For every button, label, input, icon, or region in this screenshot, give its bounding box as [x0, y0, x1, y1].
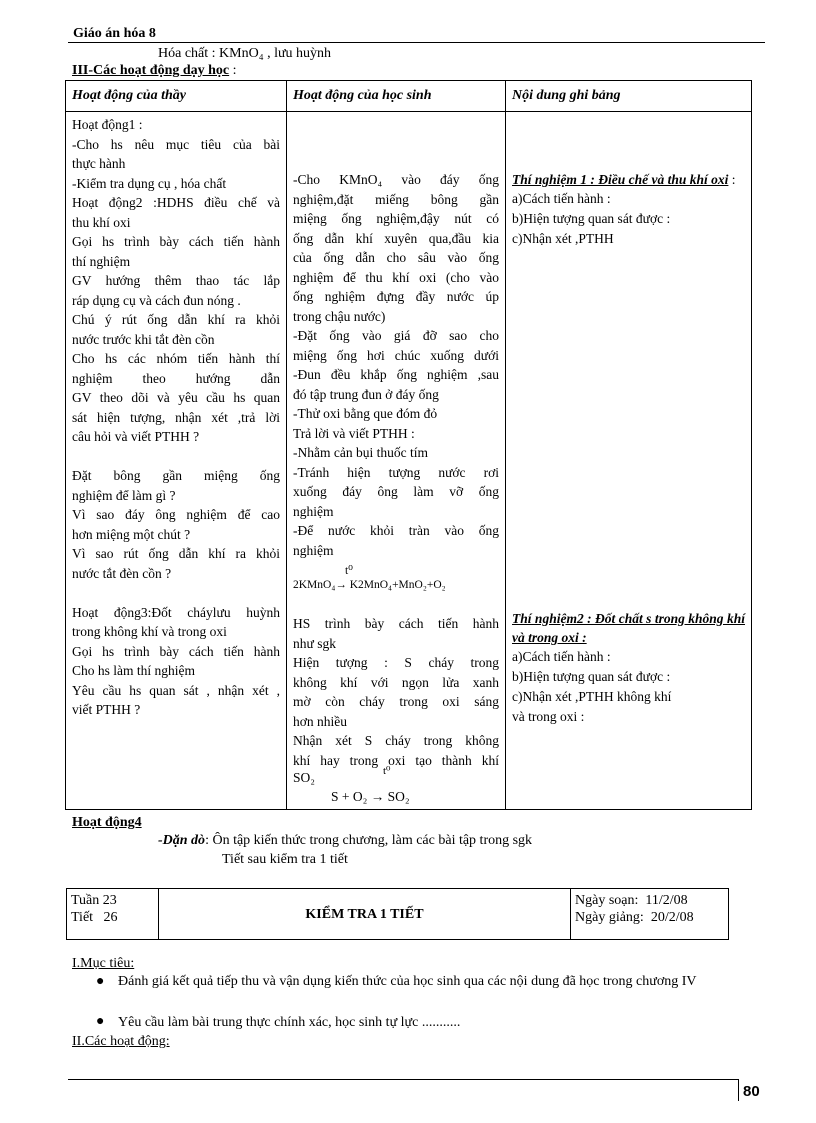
document-header-title: Giáo án hóa 8: [73, 26, 156, 41]
homework-line: [158, 833, 532, 849]
teacher-col-line: Hoạt động2 :HDHS điều chế và: [72, 195, 280, 210]
student-col-b-line: Hiện tượng : S cháy trong: [293, 655, 499, 670]
next-lesson-note: Tiết sau kiểm tra 1 tiết: [222, 852, 348, 867]
activities-heading: II.Các hoạt động:: [72, 1034, 170, 1049]
notes-exp1-item: a)Cách tiến hành :: [512, 191, 611, 206]
objective-item: Yêu cầu làm bài trung thực chính xác, học sinh tự lực ...........: [118, 1015, 461, 1030]
teacher-col-line: hơn miệng một chút ?: [72, 526, 191, 542]
teacher-col-line: nghiệm để làm gì ?: [72, 487, 176, 503]
equation2-condition: t⁰: [383, 765, 391, 777]
student-col-a-line: -Đun đều khắp ống nghiệm ,sau: [293, 367, 499, 382]
notes-exp1-item: c)Nhận xét ,PTHH: [512, 231, 614, 246]
board-notes-cell: [506, 112, 752, 810]
student-activities-cell: [287, 112, 506, 810]
student-col-a-line: miệng ống hơi chúc xuống dưới: [293, 347, 499, 363]
teacher-col-line: Hoạt động1 :: [72, 117, 143, 132]
teacher-col-line: nước trước khi tắt đèn cồn: [72, 331, 215, 347]
teacher-col-line: Đặt bông gần miệng ống: [72, 468, 280, 483]
student-column-header: Hoạt động của học sinh: [287, 81, 506, 112]
week-label: Tuần 23: [71, 893, 117, 908]
experiment1-title: Thí nghiệm 1 : Điều chế và thu khí oxi: [512, 172, 729, 187]
lesson-activities-table: [65, 80, 752, 810]
teacher-col-line: thực hành: [72, 156, 126, 171]
teacher-col-line: thu khí oxi: [72, 214, 131, 230]
lesson-header-table: [66, 888, 729, 940]
header-divider: [68, 42, 765, 43]
notes-exp2-item: c)Nhận xét ,PTHH không khí: [512, 689, 672, 704]
student-col-a-line: -Đặt ống vào giá đỡ sao cho: [293, 328, 499, 343]
footer-divider: [68, 1079, 738, 1080]
teacher-col-line: [72, 583, 280, 603]
objectives-heading: I.Mục tiêu:: [72, 956, 135, 971]
teacher-col-line: GV theo dõi và yêu cầu hs quan: [72, 390, 280, 405]
prep-date: Ngày soạn: 11/2/08: [575, 893, 688, 908]
student-col-a-line: -Nhằm cản bụi thuốc tím: [293, 445, 428, 460]
teach-date: Ngày giảng: 20/2/08: [575, 910, 694, 925]
teacher-col-line: GV hướng thêm thao tác lắp: [72, 273, 280, 288]
so2-label: SO₂: [293, 770, 315, 785]
teacher-column-header: Hoạt động của thầy: [66, 81, 287, 112]
teacher-activities-cell: [66, 112, 287, 810]
student-col-a-line: trong chậu nước): [293, 308, 386, 324]
page-number: 80: [743, 1083, 760, 1100]
teacher-col-line: câu hỏi và viết PTHH ?: [72, 429, 200, 444]
section-iii-suffix: :: [229, 63, 237, 78]
student-col-a-line: miệng ống nghiệm,đậy nút có: [293, 211, 499, 226]
student-col-b-line: không khí với ngọn lửa xanh: [293, 674, 499, 690]
teacher-col-line: Vì sao đáy ông nghiệm để cao: [72, 507, 280, 522]
student-col-a-line: nghiệm: [293, 503, 334, 519]
teacher-col-line: Gọi hs trình bày cách tiến hành: [72, 234, 280, 249]
notes-exp2-item: và trong oxi :: [512, 709, 585, 724]
experiment1-title-suffix: :: [728, 172, 736, 187]
objective-item: Đánh giá kết quả tiếp thu và vận dụng kiến thức của học sinh qua các nội dung đã học trong chương IV: [118, 974, 697, 989]
teacher-col-line: Hoạt động3:Đốt cháylưu huỳnh: [72, 604, 280, 620]
teacher-col-line: trong không khí và trong oxi: [72, 624, 227, 639]
equation1-condition: t⁰: [345, 565, 353, 577]
teacher-col-line: [72, 447, 280, 467]
experiment2-title: Thí nghiệm2 : Đốt chất s trong không khí và trong oxi :: [512, 611, 745, 645]
section-iii-label: III-Các hoạt động dạy học: [72, 63, 230, 78]
student-col-a-line: -Cho KMnO₄ vào đáy ống: [293, 172, 499, 187]
student-col-a-line: đó tập trung đun ở đáy ống: [293, 386, 439, 402]
notes-column-header: Nội dung ghi bảng: [506, 81, 752, 112]
equation2-sulfur-combustion: S + O₂ → SO₂: [331, 789, 410, 804]
notes-exp2-item: b)Hiện tượng quan sát được :: [512, 669, 671, 684]
teacher-col-line: nước tắt đèn cồn ?: [72, 565, 172, 581]
student-col-a-line: của ống dẫn cho sâu vào ống: [293, 250, 499, 265]
teacher-col-line: Gọi hs trình bày cách tiến hành: [72, 643, 280, 659]
student-col-a-line: xuống đáy ông làm vỡ ống: [293, 484, 499, 499]
notes-exp2-item: a)Cách tiến hành :: [512, 649, 611, 664]
teacher-col-line: viết PTHH ?: [72, 702, 141, 717]
teacher-col-line: ráp dụng cụ và cách đun nóng .: [72, 292, 241, 308]
chemicals-line: Hóa chất : KMnO₄ , lưu huỳnh: [158, 46, 332, 61]
student-col-a-line: ống dẫn khí xuyên qua,đầu kia: [293, 230, 499, 246]
student-col-b-line: Nhận xét S cháy trong không: [293, 733, 499, 748]
student-col-a-line: Trả lời và viết PTHH :: [293, 425, 415, 441]
student-col-a-line: nghiệm: [293, 542, 334, 558]
homework-label: -Dặn dò: [158, 833, 206, 848]
week-period-cell: [67, 889, 159, 940]
teacher-col-line: -Cho hs nêu mục tiêu của bài: [72, 136, 280, 152]
period-label: Tiết 26: [71, 910, 118, 925]
student-col-b-line: như sgk: [293, 635, 336, 651]
student-col-a-line: -Thử oxi bằng que đóm đỏ: [293, 406, 438, 421]
activity4-heading: Hoạt động4: [72, 815, 142, 830]
student-col-a-line: -Để nước khỏi tràn vào ống: [293, 523, 499, 538]
teacher-col-line: -Kiểm tra dụng cụ , hóa chất: [72, 175, 227, 191]
student-col-b-line: mờ còn cháy trong oxi sáng: [293, 694, 499, 709]
student-col-b-line: HS trình bày cách tiến hành: [293, 616, 499, 631]
footer-vertical-rule: [738, 1079, 739, 1101]
teacher-col-line: Cho hs các nhóm tiến hành thí: [72, 351, 280, 366]
bullet-icon: ●: [96, 974, 105, 989]
homework-text: : Ôn tập kiến thức trong chương, làm các bài tập trong sgk: [205, 833, 533, 848]
teacher-col-line: Chú ý rút ống dẫn khí ra khỏi: [72, 312, 280, 327]
student-col-a-line: ống nghiệm đựng đầy nước úp: [293, 289, 499, 304]
dates-cell: [571, 889, 729, 940]
section-iii-heading: [72, 63, 237, 79]
bullet-icon: ●: [96, 1014, 105, 1029]
student-col-a-line: nghiệm,đặt miếng bông gần: [293, 191, 499, 207]
student-col-b-line: khí hay trong oxi tạo thành khí: [293, 752, 499, 768]
teacher-col-line: thí nghiệm: [72, 253, 131, 269]
student-col-a-line: nghiệm để thu khí oxi (cho vào: [293, 269, 499, 285]
student-col-a-line: -Tránh hiện tượng nước rơi: [293, 464, 499, 480]
teacher-col-line: sát hiện tượng, nhận xét ,trả lời: [72, 409, 280, 425]
teacher-col-line: Cho hs làm thí nghiệm: [72, 663, 195, 678]
teacher-col-line: Yêu cầu hs quan sát , nhận xét ,: [72, 682, 280, 698]
notes-exp1-item: b)Hiện tượng quan sát được :: [512, 211, 671, 226]
teacher-col-line: Vì sao rút ống dẫn khí ra khỏi: [72, 546, 280, 561]
lesson-title: KIỂM TRA 1 TIẾT: [159, 889, 571, 940]
equation1-kmno4-decomposition: 2KMnO₄→ K2MnO₄+MnO₂+O₂: [293, 579, 446, 591]
teacher-col-line: nghiệm theo hướng dẫn: [72, 370, 280, 386]
student-col-b-line: hơn nhiều: [293, 713, 348, 729]
